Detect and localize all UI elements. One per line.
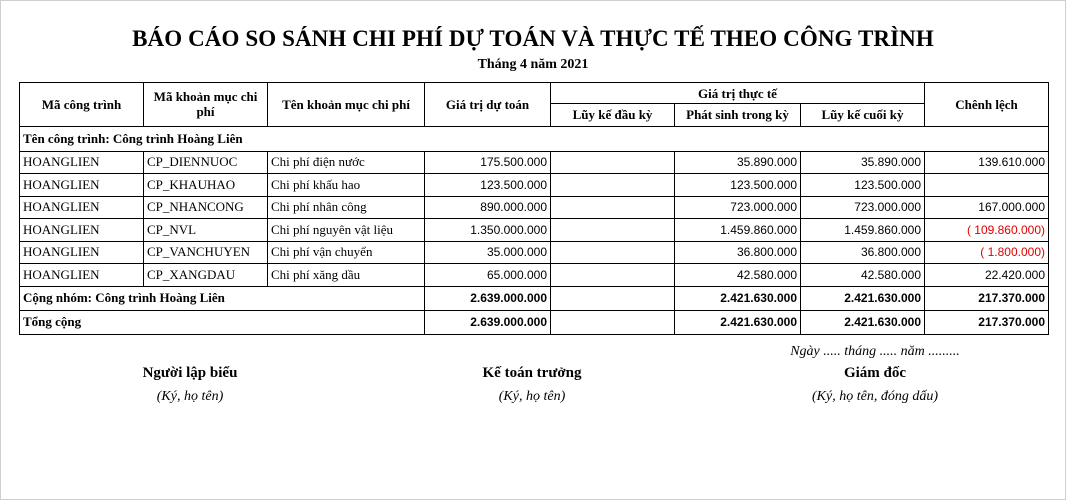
- cell-ten-khoan-muc: Chi phí khấu hao: [268, 174, 425, 197]
- table-row: [20, 241, 1049, 264]
- director-title: Giám đốc: [843, 365, 907, 381]
- grand-total-phat-sinh: 2.421.630.000: [675, 310, 801, 334]
- cell-ten-khoan-muc: Chi phí xăng dầu: [268, 264, 425, 287]
- table-row: [20, 196, 1049, 219]
- cell-luy-ke-cuoi-ky: 42.580.000: [801, 264, 925, 287]
- cell-ma-khoan-muc: CP_NHANCONG: [144, 196, 268, 219]
- col-header-ten-khoan-muc: Tên khoản mục chi phí: [268, 83, 425, 127]
- cell-du-toan: 123.500.000: [425, 174, 551, 197]
- header-row-top: [20, 83, 1049, 104]
- cell-luy-ke-cuoi-ky: 1.459.860.000: [801, 219, 925, 242]
- grand-total-row: [20, 310, 1049, 334]
- report-title: BÁO CÁO SO SÁNH CHI PHÍ DỰ TOÁN VÀ THỰC TẾ THEO CÔNG TRÌNH: [132, 26, 934, 51]
- cell-ma-khoan-muc: CP_XANGDAU: [144, 264, 268, 287]
- cell-luy-ke-dau-ky: [551, 174, 675, 197]
- cell-chenh-lech: ( 109.860.000): [925, 219, 1049, 242]
- col-header-chenh-lech: Chênh lệch: [925, 83, 1049, 127]
- cell-chenh-lech: [925, 174, 1049, 197]
- cell-luy-ke-dau-ky: [551, 264, 675, 287]
- table-row: [20, 174, 1049, 197]
- chief-accountant-title: Kế toán trưởng: [482, 365, 582, 381]
- cell-du-toan: 65.000.000: [425, 264, 551, 287]
- cell-du-toan: 175.500.000: [425, 151, 551, 174]
- group-total-dau-ky: [551, 286, 675, 310]
- cell-ma-cong-trinh: HOANGLIEN: [20, 241, 144, 264]
- cell-du-toan: 890.000.000: [425, 196, 551, 219]
- col-header-ma-cong-trinh: Mã công trình: [20, 83, 144, 127]
- col-header-ma-khoan-muc: Mã khoản mục chi phí: [144, 83, 268, 127]
- col-header-luy-ke-dau-ky: Lũy kế đầu kỳ: [551, 104, 675, 127]
- cell-chenh-lech: 139.610.000: [925, 151, 1049, 174]
- cell-phat-sinh: 42.580.000: [675, 264, 801, 287]
- grand-total-label: Tổng cộng: [20, 310, 425, 334]
- cell-ma-khoan-muc: CP_NVL: [144, 219, 268, 242]
- cost-comparison-table: [19, 82, 1049, 335]
- cell-phat-sinh: 723.000.000: [675, 196, 801, 219]
- chief-accountant-note: (Ký, họ tên): [498, 389, 566, 404]
- cell-ten-khoan-muc: Chi phí vận chuyển: [268, 241, 425, 264]
- cell-phat-sinh: 36.800.000: [675, 241, 801, 264]
- cell-luy-ke-cuoi-ky: 35.890.000: [801, 151, 925, 174]
- grand-total-dau-ky: [551, 310, 675, 334]
- group-total-chenh-lech: 217.370.000: [925, 286, 1049, 310]
- cell-luy-ke-cuoi-ky: 123.500.000: [801, 174, 925, 197]
- cell-ten-khoan-muc: Chi phí nhân công: [268, 196, 425, 219]
- group-total-row: [20, 286, 1049, 310]
- grand-total-cuoi-ky: 2.421.630.000: [801, 310, 925, 334]
- cell-ten-khoan-muc: Chi phí điện nước: [268, 151, 425, 174]
- date-line: Ngày ..... tháng ..... năm .........: [790, 344, 960, 359]
- table-row: [20, 219, 1049, 242]
- report-period: Tháng 4 năm 2021: [477, 57, 589, 72]
- cell-ma-cong-trinh: HOANGLIEN: [20, 219, 144, 242]
- group-header-row: [20, 126, 1049, 151]
- group-label: Tên công trình: Công trình Hoàng Liên: [20, 126, 1049, 151]
- cell-ma-cong-trinh: HOANGLIEN: [20, 264, 144, 287]
- cell-luy-ke-cuoi-ky: 36.800.000: [801, 241, 925, 264]
- cell-du-toan: 1.350.000.000: [425, 219, 551, 242]
- cell-ma-cong-trinh: HOANGLIEN: [20, 151, 144, 174]
- cell-phat-sinh: 123.500.000: [675, 174, 801, 197]
- cell-ma-cong-trinh: HOANGLIEN: [20, 196, 144, 219]
- cell-chenh-lech: 22.420.000: [925, 264, 1049, 287]
- cell-ma-khoan-muc: CP_KHAUHAO: [144, 174, 268, 197]
- group-total-cuoi-ky: 2.421.630.000: [801, 286, 925, 310]
- cell-chenh-lech: 167.000.000: [925, 196, 1049, 219]
- director-note: (Ký, họ tên, đóng dấu): [812, 389, 938, 404]
- grand-total-du-toan: 2.639.000.000: [425, 310, 551, 334]
- group-total-phat-sinh: 2.421.630.000: [675, 286, 801, 310]
- preparer-title: Người lập biểu: [142, 365, 238, 381]
- cell-luy-ke-cuoi-ky: 723.000.000: [801, 196, 925, 219]
- col-header-gia-tri-thuc-te: Giá trị thực tế: [551, 83, 925, 104]
- grand-total-chenh-lech: 217.370.000: [925, 310, 1049, 334]
- cell-luy-ke-dau-ky: [551, 241, 675, 264]
- col-header-phat-sinh-trong-ky: Phát sinh trong kỳ: [675, 104, 801, 127]
- cell-chenh-lech: ( 1.800.000): [925, 241, 1049, 264]
- cell-ma-khoan-muc: CP_DIENNUOC: [144, 151, 268, 174]
- preparer-note: (Ký, họ tên): [156, 389, 224, 404]
- cell-luy-ke-dau-ky: [551, 219, 675, 242]
- cell-ma-cong-trinh: HOANGLIEN: [20, 174, 144, 197]
- col-header-luy-ke-cuoi-ky: Lũy kế cuối kỳ: [801, 104, 925, 127]
- cell-du-toan: 35.000.000: [425, 241, 551, 264]
- table-row: [20, 264, 1049, 287]
- col-header-gia-tri-du-toan: Giá trị dự toán: [425, 83, 551, 127]
- cell-luy-ke-dau-ky: [551, 196, 675, 219]
- cell-phat-sinh: 1.459.860.000: [675, 219, 801, 242]
- cell-ten-khoan-muc: Chi phí nguyên vật liệu: [268, 219, 425, 242]
- table-row: [20, 151, 1049, 174]
- cell-ma-khoan-muc: CP_VANCHUYEN: [144, 241, 268, 264]
- group-total-du-toan: 2.639.000.000: [425, 286, 551, 310]
- group-total-label: Cộng nhóm: Công trình Hoàng Liên: [20, 286, 425, 310]
- cell-phat-sinh: 35.890.000: [675, 151, 801, 174]
- cell-luy-ke-dau-ky: [551, 151, 675, 174]
